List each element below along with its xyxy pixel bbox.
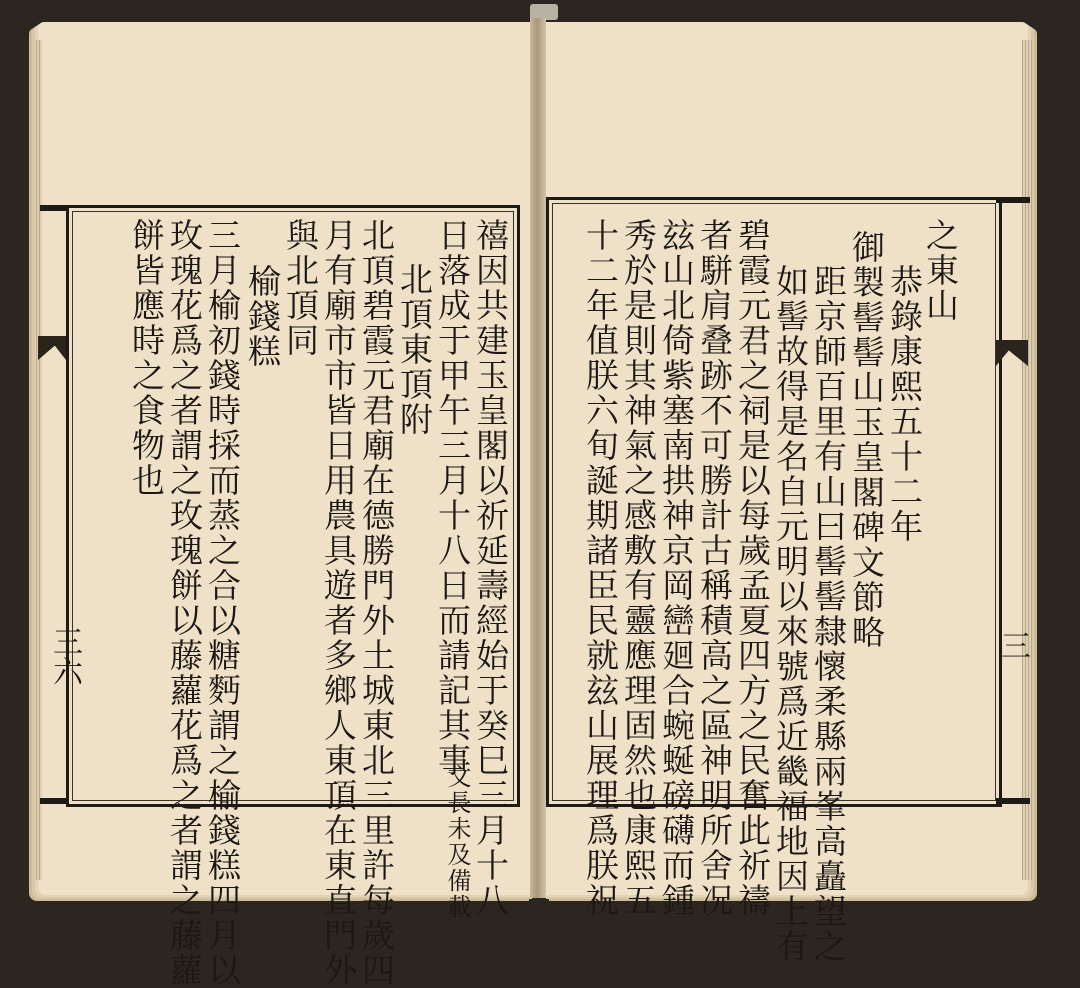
left-column-8: 三月榆初錢時採而蒸之合以糖麪謂之榆錢糕四月以: [203, 218, 242, 988]
right-page-number: 三: [995, 630, 1030, 660]
right-column-7: 者駢肩叠跡不可勝計古稱積高之區神明所舍况: [695, 218, 734, 918]
left-bottom-rule: [40, 798, 68, 804]
right-column-8: 玆山北倚紫塞南拱神京岡巒廻合蜿蜒磅礴而鍾: [657, 218, 696, 918]
book-gutter: [530, 18, 546, 898]
left-page-edges: [36, 40, 42, 880]
left-column-2: 日落成于甲午三月十八日而請記其事: [433, 218, 472, 778]
right-column-9: 秀於是則其神氣之感敷有靈應理固然也康熙五: [619, 218, 658, 918]
left-top-rule: [40, 205, 68, 211]
left-column-4: 北頂碧霞元君廟在德勝門外土城東北三里許每歲四: [357, 218, 396, 988]
left-column-3-heading: 北頂東頂附: [395, 262, 434, 437]
right-column-6: 碧霞元君之祠是以每歲孟夏四方之民奮此祈禱: [733, 218, 772, 918]
left-column-9: 玫瑰花爲之者謂之玫瑰餅以藤蘿花爲之者謂之藤蘿: [165, 218, 204, 988]
left-column-10: 餅皆應時之食物也: [127, 218, 166, 498]
left-column-1: 禧因共建玉皇閣以祈延壽經始于癸巳三月十八: [471, 218, 510, 918]
left-column-6: 與北頂同: [281, 218, 320, 358]
right-column-5: 如髻故得是名自元明以來號爲近畿福地因上有: [771, 264, 810, 964]
right-bottom-rule: [996, 798, 1030, 804]
left-column-7-heading: 榆錢糕: [243, 264, 282, 369]
right-column-4: 距京師百里有山曰髻髻隸懷柔縣兩峯高矗望之: [809, 264, 848, 964]
right-page-edges: [1022, 40, 1032, 880]
right-column-10: 十二年值朕六旬誕期諸臣民就玆山展理爲朕祝: [581, 218, 620, 918]
right-column-2: 恭錄康熙五十二年: [885, 264, 924, 544]
right-top-rule: [996, 197, 1030, 203]
left-small-note: 文長未及備載: [443, 764, 471, 920]
left-page-number: 三六: [47, 626, 82, 686]
right-column-3: 御製髻髻山玉皇閣碑文節略: [847, 230, 886, 650]
left-column-5: 月有廟市市皆日用農具遊者多鄉人東頂在東直門外: [319, 218, 358, 988]
right-column-1: 之東山: [921, 218, 960, 323]
